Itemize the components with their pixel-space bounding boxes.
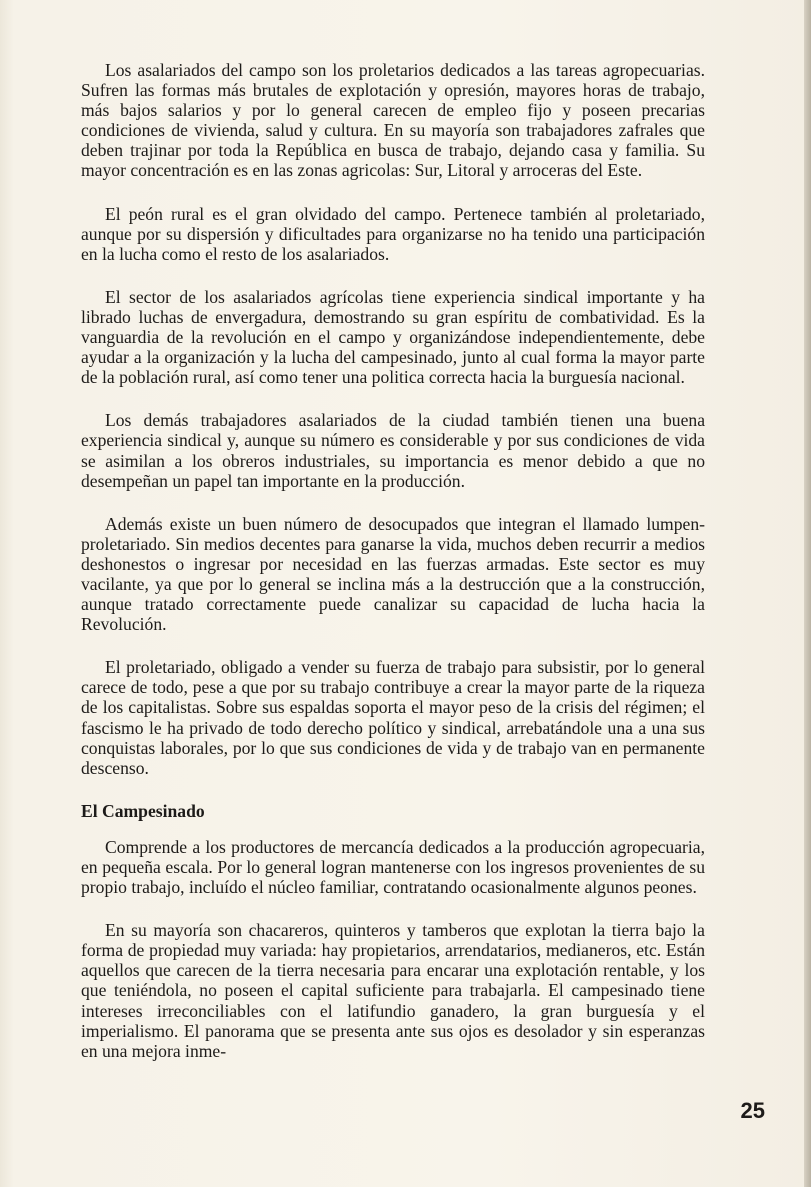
page-edge-shadow xyxy=(804,0,811,1187)
paragraph-desocupados: Además existe un buen número de desocupados que integran el llamado lumpen-proletariado. Sin medios decentes para ganarse la vida, muchos deben recurrir a medios deshonestos o ingresar por necesidad en las fuerzas armadas. Este sector es muy vacilante, ya que por lo general se inclina más a la destrucción que a la construcción, aunque tratado correctamente puede canalizar su capacidad de lucha hacia la Revolución. xyxy=(81,513,705,635)
paragraph-peon-rural: El peón rural es el gran olvidado del campo. Pertenece también al proletariado, aunque por su dispersión y dificultades para organizarse no ha tenido una participación en la lucha como el resto de los asalariados. xyxy=(81,203,705,264)
paragraph-asalariados-campo: Los asalariados del campo son los proletarios dedicados a las tareas agropecuarias. Sufren las formas más brutales de explotación y opresión, mayores horas de trabajo, más bajos salarios y por lo general carecen de empleo fijo y poseen precarias condiciones de vivienda, salud y cultura. En su mayoría son trabajadores zafrales que deben trajinar por toda la República en busca de trabajo, dejando casa y familia. Su mayor concentración es en las zonas agricolas: Sur, Litoral y arroceras del Este. xyxy=(81,60,705,181)
paragraph-campesinado-mayoria: En su mayoría son chacareros, quinteros y tamberos que explotan la tierra bajo la forma de propiedad muy variada: hay propietarios, arrendatarios, medianeros, etc. Están aquellos que carecen de la tierra necesaria para encarar una explotación rentable, y los que teniéndola, no poseen el capital suficiente para trabajarla. El campesinado tiene intereses irreconciliables con el latifundio ganadero, la gran burguesía y el imperialismo. El panorama que se presenta ante sus ojos es desolador y sin esperanzas en una mejora inme- xyxy=(81,920,705,1061)
paragraph-proletariado: El proletariado, obligado a vender su fuerza de trabajo para subsistir, por lo general carece de todo, pese a que por su trabajo contribuye a crear la mayor parte de la riqueza de los capitalistas. Sobre sus espaldas soporta el mayor peso de la crisis del régimen; el fascismo le ha privado de todo derecho político y sindical, arrebatándole una a una sus conquistas laborales, por lo que sus condiciones de vida y de trabajo van en permanente descenso. xyxy=(81,657,705,778)
page-number: 25 xyxy=(740,1098,765,1123)
paragraph-trabajadores-ciudad: Los demás trabajadores asalariados de la ciudad también tienen una buena experiencia sindical y, aunque su número es considerable y por sus condiciones de vida se asimilan a los obreros industriales, su importancia es menor debido a que no desempeñan un papel tan importante en la producción. xyxy=(81,410,705,491)
paragraph-campesinado-definicion: Comprende a los productores de mercancía dedicados a la producción agropecuaria, en pequeña escala. Por lo general logran mantenerse con los ingresos provenientes de su propio trabajo, incluído el núcleo familiar, contratando ocasionalmente algunos peones. xyxy=(81,836,705,898)
section-heading: El Campesinado xyxy=(81,800,205,821)
page-body xyxy=(81,60,705,1084)
paragraph-sector-agricola: El sector de los asalariados agrícolas tiene experiencia sindical importante y ha librado luchas de envergadura, demostrando su gran espíritu de combatividad. Es la vanguardia de la revolución en el campo y organizándose independientemente, debe ayudar a la organización y la lucha del campesinado, junto al cual forma la mayor parte de la población rural, así como tener una politica correcta hacia la burguesía nacional. xyxy=(81,286,705,388)
